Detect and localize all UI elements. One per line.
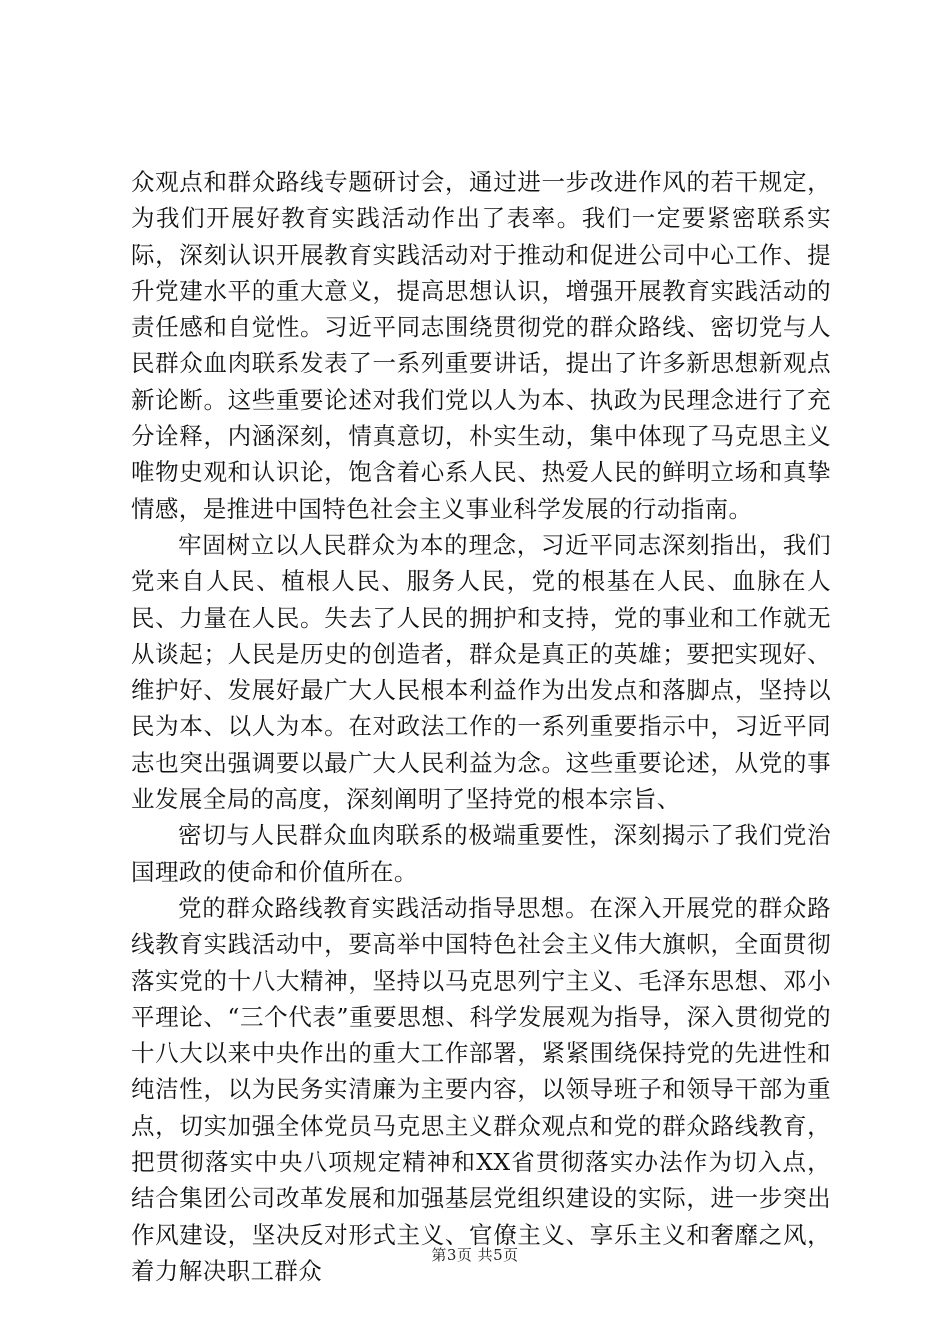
paragraph-4: 党的群众路线教育实践活动指导思想。在深入开展党的群众路线教育实践活动中，要高举中国特色社会主义伟大旗帜，全面贯彻落实党的十八大精神，坚持以马克思列宁主义、毛泽东思想、邓小平理论、“三个代表”重要思想、科学发展观为指导，深入贯彻党的十八大以来中央作出的重大工作部署，紧紧围绕保持党的先进性和纯洁性，以为民务实清廉为主要内容，以领导班子和领导干部为重点，切实加强全体党员马克思主义群众观点和党的群众路线教育，把贯彻落实中央八项规定精神和XX省贯彻落实办法作为切入点，结合集团公司改革发展和加强基层党组织建设的实际，进一步突出作风建设，坚决反对形式主义、官僚主义、享乐主义和奢靡之风，着力解决职工群众 xyxy=(131,893,831,1285)
paragraph-2: 牢固树立以人民群众为本的理念，习近平同志深刻指出，我们党来自人民、植根人民、服务人民，党的根基在人民、血脉在人民、力量在人民。失去了人民的拥护和支持，党的事业和工作就无从谈起；人民是历史的创造者，群众是真正的英雄；要把实现好、维护好、发展好最广大人民根本利益作为出发点和落脚点，坚持以民为本、以人为本。在对政法工作的一系列重要指示中，习近平同志也突出强调要以最广大人民利益为念。这些重要论述，从党的事业发展全局的高度，深刻阐明了坚持党的根本宗旨、 xyxy=(131,530,831,814)
document-body xyxy=(131,164,831,1289)
paragraph-3: 密切与人民群众血肉联系的极端重要性，深刻揭示了我们党治国理政的使命和价值所在。 xyxy=(131,821,831,886)
paragraph-1: 众观点和群众路线专题研讨会，通过进一步改进作风的若干规定，为我们开展好教育实践活动作出了表率。我们一定要紧密联系实际，深刻认识开展教育实践活动对于推动和促进公司中心工作、提升党建水平的重大意义，提高思想认识，增强开展教育实践活动的责任感和自觉性。习近平同志围绕贯彻党的群众路线、密切党与人民群众血肉联系发表了一系列重要讲话，提出了许多新思想新观点新论断。这些重要论述对我们党以人为本、执政为民理念进行了充分诠释，内涵深刻，情真意切，朴实生动，集中体现了马克思主义唯物史观和认识论，饱含着心系人民、热爱人民的鲜明立场和真挚情感，是推进中国特色社会主义事业科学发展的行动指南。 xyxy=(131,168,831,523)
page-number-footer: 第3页 共5页 xyxy=(431,1246,519,1264)
